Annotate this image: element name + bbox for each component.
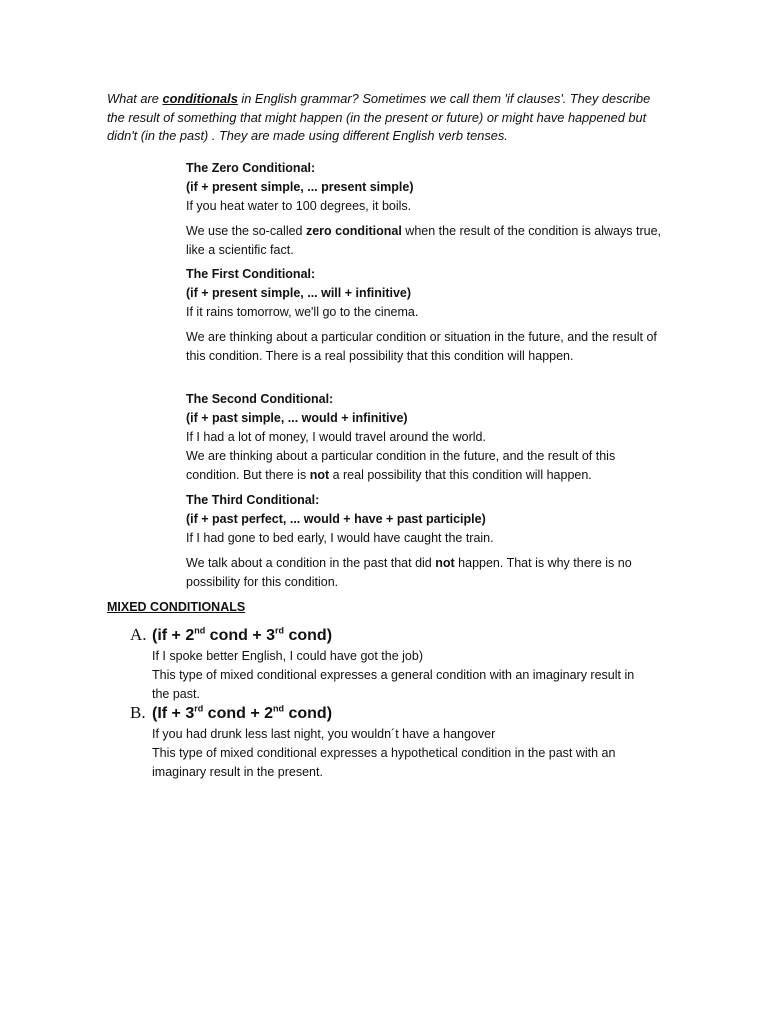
mixed-b-example: If you had drunk less last night, you wouldn´t have a hangover [152,727,496,741]
ordinal-suffix: rd [194,703,204,714]
second-description [186,447,666,485]
zero-desc-bold: zero conditional [305,224,402,238]
zero-desc-pre: We use the so-called [186,224,306,238]
mixed-item-b [130,702,650,782]
second-example: If I had a lot of money, I would travel around the world. [186,430,486,444]
third-example: If I had gone to bed early, I would have caught the train. [186,531,494,545]
ordinal-suffix: nd [273,703,285,714]
formula-text [152,703,332,725]
formula-part: cond + 3 [205,627,276,644]
second-desc-post: a real possibility that this condition will happen. [329,468,592,482]
second-desc-pre: We are thinking about a particular condition in the future, and the result of this condition. But there is [186,449,616,482]
third-desc-bold: not [435,556,455,570]
zero-title: The Zero Conditional: [186,161,316,175]
zero-description [186,222,666,260]
mixed-item-a [130,624,650,704]
ordinal-suffix: rd [275,625,285,636]
mixed-item-b-title [130,702,650,725]
intro-post: in English grammar? Sometimes we call them 'if clauses'. They describe the result of something that might happen (in the present or future) or might have happened but didn't (in the past) . They are made using different English verb tenses. [107,91,651,143]
mixed-item-a-body [152,647,650,704]
list-letter: A. [130,625,147,644]
zero-example: If you heat water to 100 degrees, it boils. [186,199,412,213]
mixed-item-a-title [130,624,650,647]
mixed-a-description: This type of mixed conditional expresses a general condition with an imaginary result in the past. [152,668,635,701]
second-conditional-section [186,390,666,485]
mixed-b-description: This type of mixed conditional expresses a hypothetical condition in the past with an imaginary result in the present. [152,746,616,779]
third-desc-post: happen. That is why there is no possibility for this condition. [186,556,632,589]
third-description [186,554,666,592]
intro-pre: What are [107,91,163,106]
mixed-a-example: If I spoke better English, I could have got the job) [152,649,423,663]
first-example: If it rains tomorrow, we'll go to the cinema. [186,305,419,319]
second-title: The Second Conditional: [186,392,334,406]
formula-part: cond + 2 [203,705,274,722]
first-formula: (if + present simple, ... will + infinitive) [186,286,412,300]
intro-paragraph [107,90,667,146]
third-title: The Third Conditional: [186,493,320,507]
formula-part: cond) [284,705,333,722]
mixed-item-b-body [152,725,650,782]
formula-part: (if + 2 [152,627,195,644]
zero-desc-post: when the result of the condition is always true, like a scientific fact. [186,224,661,257]
first-description: We are thinking about a particular condition or situation in the future, and the result of this condition. There is a real possibility that this condition will happen. [186,330,657,363]
third-conditional-section [186,491,666,592]
third-formula: (if + past perfect, ... would + have + past participle) [186,512,486,526]
formula-part: cond) [284,627,333,644]
ordinal-suffix: nd [194,625,206,636]
second-formula: (if + past simple, ... would + infinitive) [186,411,408,425]
list-letter: B. [130,703,146,722]
mixed-conditionals-heading: MIXED CONDITIONALS [107,600,246,614]
first-conditional-section [186,265,666,366]
second-desc-bold: not [309,468,330,482]
first-title: The First Conditional: [186,267,316,281]
zero-conditional-section [186,159,666,260]
formula-part: (If + 3 [152,705,195,722]
zero-formula: (if + present simple, ... present simple) [186,180,414,194]
third-desc-pre: We talk about a condition in the past that did [186,556,436,570]
intro-keyword: conditionals [162,91,238,106]
formula-text [152,625,332,647]
